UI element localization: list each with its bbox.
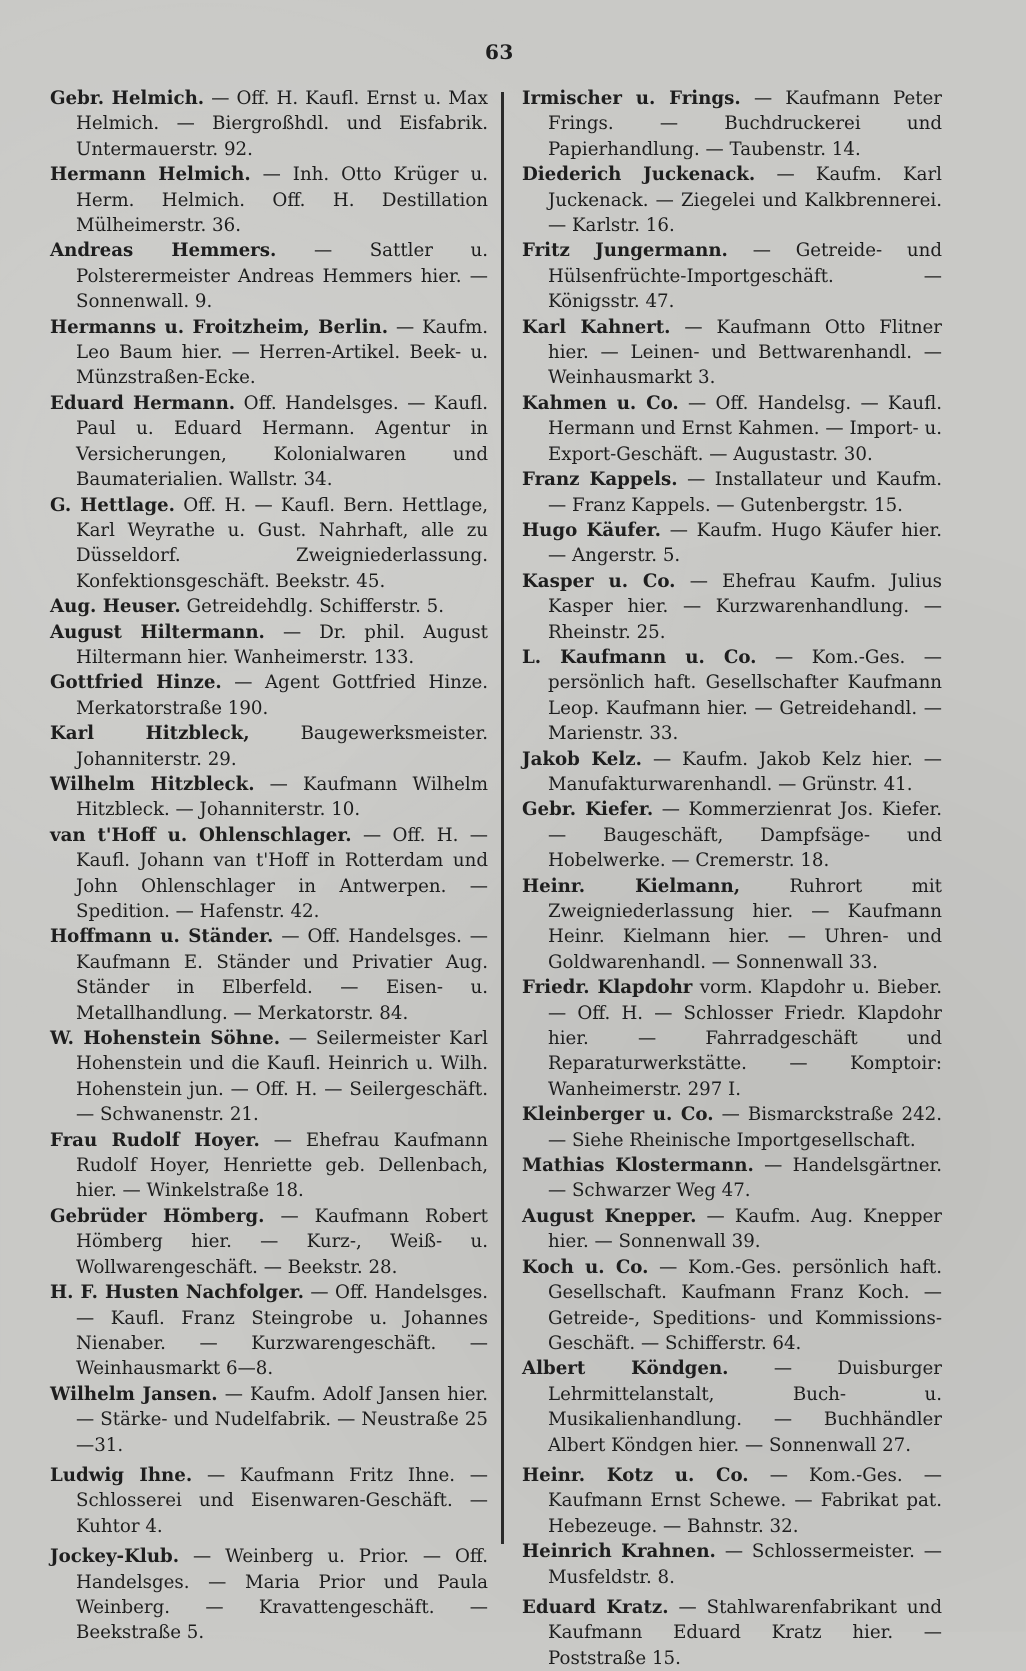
- entry-name: Heinrich Krahnen.: [522, 1541, 716, 1563]
- entry-name: G. Hettlage.: [50, 494, 175, 516]
- directory-entry: [50, 162, 488, 238]
- entry-text: — Kaufm. Adolf Jansen hier. — Stärke- und Nudelfabrik. — Neustraße 25—31.: [76, 1383, 489, 1456]
- directory-entry: [50, 924, 488, 1026]
- entry-name: Gottfried Hinze.: [50, 672, 222, 694]
- entry-name: Eduard Kratz.: [522, 1596, 669, 1618]
- entry-text: — Weinberg u. Prior. — Off. Handelsges. — Maria Prior und Paula Weinberg. — Kravattengeschäft. — Beekstraße 5.: [76, 1546, 488, 1644]
- entry-text: — Off. Handelsg. — Kaufl. Hermann und Ernst Kahmen. — Import- u. Export-Geschäft. — Augustastr. 30.: [548, 392, 942, 465]
- entry-name: Hermann Helmich.: [50, 164, 251, 186]
- directory-entry: [522, 1463, 942, 1539]
- entry-text: — Installateur und Kaufm. — Franz Kappels. — Gutenbergstr. 15.: [548, 469, 942, 516]
- entry-text: — Sattler u. Polsterermeister Andreas Hemmers hier. — Sonnenwall. 9.: [76, 240, 488, 313]
- entry-name: Wilhelm Jansen.: [50, 1383, 218, 1405]
- directory-entry: [522, 747, 942, 798]
- entry-text: — Kaufmann Otto Flitner hier. — Leinen- und Bettwarenhandl. — Weinhausmarkt 3.: [548, 316, 942, 389]
- entry-text: — Off. Handelsges. — Kaufl. Franz Steingrobe u. Johannes Nienaber. — Kurzwarengeschäft. — Weinhausmarkt 6—8.: [76, 1282, 488, 1380]
- entry-name: Gebr. Kiefer.: [522, 799, 654, 821]
- entry-name: Jockey-Klub.: [50, 1546, 180, 1568]
- entry-text: — Kaufmann Robert Hömberg hier. — Kurz-, Weiß- u. Wollwarengeschäft. — Beekstr. 28.: [76, 1205, 488, 1278]
- entry-name: August Knepper.: [522, 1205, 697, 1227]
- entry-text: — Dr. phil. August Hiltermann hier. Wanheimerstr. 133.: [76, 621, 488, 668]
- entry-name: Andreas Hemmers.: [50, 240, 277, 262]
- directory-entry: [522, 162, 942, 238]
- directory-entry: [50, 1026, 488, 1128]
- right-column: [522, 86, 942, 1671]
- entry-name: Aug. Heuser.: [50, 596, 181, 618]
- directory-entry: [522, 975, 942, 1102]
- directory-entry: [522, 797, 942, 873]
- entry-text: — Handelsgärtner. — Schwarzer Weg 47.: [548, 1155, 942, 1202]
- directory-entry: [522, 467, 942, 518]
- directory-entry: [522, 238, 942, 314]
- directory-entry: [50, 1463, 488, 1539]
- directory-entry: [50, 238, 488, 314]
- directory-entry: [50, 1128, 488, 1204]
- entry-text: — Kom.-Ges. persönlich haft. Gesellschaft. Kaufmann Franz Koch. — Getreide-, Speditions- und Kommissions-Geschäft. — Schifferstr. 64.: [548, 1256, 942, 1354]
- entry-name: Gebrüder Hömberg.: [50, 1205, 265, 1227]
- page-number: 63: [485, 40, 514, 64]
- entry-name: Karl Hitzbleck,: [50, 723, 250, 745]
- directory-entry: [522, 1539, 942, 1590]
- entry-name: Albert Köndgen.: [522, 1358, 729, 1380]
- directory-entry: [522, 315, 942, 391]
- entry-name: Friedr. Klapdohr: [522, 977, 693, 999]
- entry-text: — Ehefrau Kaufm. Julius Kasper hier. — Kurzwarenhandlung. — Rheinstr. 25.: [548, 570, 942, 643]
- entry-name: Hoffmann u. Ständer.: [50, 926, 274, 948]
- directory-entry: [522, 1595, 942, 1671]
- directory-entry: [50, 493, 488, 595]
- directory-entry: [522, 518, 942, 569]
- entry-text: — Kom.-Ges. — Kaufmann Ernst Schewe. — Fabrikat pat. Hebezeuge. — Bahnstr. 32.: [548, 1464, 942, 1537]
- entry-text: — Off. Handelsges. — Kaufmann E. Ständer und Privatier Aug. Ständer in Elberfeld. — Eisen- u. Metallhandlung. — Merkatorstr. 84.: [76, 926, 488, 1024]
- entry-name: L. Kaufmann u. Co.: [522, 646, 757, 668]
- directory-entry: [50, 620, 488, 671]
- directory-entry: [522, 874, 942, 976]
- entry-name: Hermanns u. Froitzheim, Berlin.: [50, 316, 389, 338]
- entry-name: Hugo Käufer.: [522, 519, 661, 541]
- entry-name: Ludwig Ihne.: [50, 1464, 193, 1486]
- entry-name: Franz Kappels.: [522, 469, 678, 491]
- entry-name: Eduard Hermann.: [50, 392, 236, 414]
- directory-entry: [522, 86, 942, 162]
- directory-entry: [50, 1544, 488, 1646]
- directory-entry: [50, 1382, 488, 1458]
- entry-text: Ruhrort mit Zweigniederlassung hier. — Kaufmann Heinr. Kielmann hier. — Uhren- und Goldwarenhandl. — Sonnenwall 33.: [548, 875, 942, 973]
- entry-name: Wilhelm Hitzbleck.: [50, 773, 255, 795]
- entry-text: — Stahlwarenfabrikant und Kaufmann Eduard Kratz hier. — Poststraße 15.: [548, 1596, 942, 1669]
- entry-name: Mathias Klostermann.: [522, 1155, 754, 1177]
- column-divider: [501, 92, 504, 1544]
- entry-text: — Kaufm. Hugo Käufer hier. — Angerstr. 5.: [548, 519, 942, 567]
- directory-entry: [50, 670, 488, 721]
- entry-name: Gebr. Helmich.: [50, 88, 205, 109]
- entry-text: — Getreide- und Hülsenfrüchte-Importgeschäft. — Königsstr. 47.: [548, 240, 943, 313]
- directory-entry: [50, 391, 488, 493]
- entry-text: — Off. H. — Kaufl. Johann van t'Hoff in Rotterdam und John Ohlenschlager in Antwerpen. — Spedition. — Hafenstr. 42.: [76, 824, 488, 922]
- entry-text: — Kaufm. Jakob Kelz hier. — Manufakturwarenhandl. — Grünstr. 41.: [548, 748, 942, 795]
- directory-entry: [522, 391, 942, 467]
- entry-name: Irmischer u. Frings.: [522, 88, 741, 109]
- directory-entry: [522, 569, 942, 645]
- directory-entry: [50, 1280, 488, 1382]
- entry-text: — Kaufmann Fritz Ihne. — Schlosserei und Eisenwaren-Geschäft. — Kuhtor 4.: [76, 1464, 488, 1537]
- entry-text: — Off. H. Kaufl. Ernst u. Max Helmich. — Biergroßhdl. und Eisfabrik. Untermauerstr. 92.: [76, 88, 489, 160]
- entry-text: Baugewerksmeister. Johanniterstr. 29.: [76, 723, 488, 770]
- entry-text: — Agent Gottfried Hinze. Merkatorstraße 190.: [76, 672, 488, 719]
- entry-text: — Kom.-Ges. — persönlich haft. Gesellschafter Kaufmann Leop. Kaufmann hier. — Getreidehandl. — Marienstr. 33.: [548, 646, 942, 745]
- directory-entry: [50, 823, 488, 925]
- entry-name: Jakob Kelz.: [522, 748, 642, 770]
- entry-name: Karl Kahnert.: [522, 316, 671, 338]
- entry-name: H. F. Husten Nachfolger.: [50, 1282, 304, 1304]
- directory-entry: [50, 772, 488, 823]
- entry-name: Fritz Jungermann.: [522, 240, 728, 262]
- directory-entry: [522, 645, 942, 747]
- entry-text: — Seilermeister Karl Hohenstein und die Kaufl. Heinrich u. Wilh. Hohenstein jun. — Off. H. — Seilergeschäft. — Schwanenstr. 21.: [76, 1028, 488, 1126]
- directory-entry: [50, 594, 488, 619]
- entry-name: van t'Hoff u. Ohlenschlager.: [50, 824, 352, 846]
- entry-text: Off. Handelsges. — Kaufl. Paul u. Eduard Hermann. Agentur in Versicherungen, Kolonialwaren und Baumaterialien. Wallstr. 34.: [76, 392, 488, 491]
- entry-name: Diederich Juckenack.: [522, 164, 756, 186]
- entry-name: August Hiltermann.: [50, 621, 265, 643]
- directory-entry: [50, 86, 488, 162]
- entry-text: — Bismarckstraße 242. — Siehe Rheinische Importgesellschaft.: [548, 1104, 942, 1151]
- entry-text: — Kaufm. Aug. Knepper hier. — Sonnenwall 39.: [548, 1205, 942, 1253]
- entry-name: Heinr. Kotz u. Co.: [522, 1464, 749, 1486]
- directory-entry: [522, 1102, 942, 1153]
- entry-name: Kahmen u. Co.: [522, 392, 679, 414]
- entry-text: — Kaufmann Wilhelm Hitzbleck. — Johanniterstr. 10.: [76, 773, 488, 821]
- entry-text: — Inh. Otto Krüger u. Herm. Helmich. Off. H. Destillation Mülheimerstr. 36.: [76, 164, 488, 237]
- directory-entry: [50, 1204, 488, 1280]
- entry-text: — Kommerzienrat Jos. Kiefer. — Baugeschäft, Dampfsäge- und Hobelwerke. — Cremerstr. 18.: [548, 799, 942, 872]
- entry-name: W. Hohenstein Söhne.: [50, 1028, 281, 1050]
- directory-entry: [522, 1153, 942, 1204]
- entry-text: — Duisburger Lehrmittelanstalt, Buch- u. Musikalienhandlung. — Buchhändler Albert Köndgen hier. — Sonnenwall 27.: [548, 1358, 942, 1456]
- directory-entry: [522, 1255, 942, 1357]
- entry-text: — Kaufm. Karl Juckenack. — Ziegelei und Kalkbrennerei. — Karlstr. 16.: [548, 164, 942, 237]
- entry-text: — Ehefrau Kaufmann Rudolf Hoyer, Henriette geb. Dellenbach, hier. — Winkelstraße 18.: [76, 1129, 488, 1202]
- directory-entry: [522, 1356, 942, 1458]
- entry-name: Kasper u. Co.: [522, 570, 676, 592]
- entry-name: Heinr. Kielmann,: [522, 875, 741, 897]
- entry-text: — Kaufmann Peter Frings. — Buchdruckerei und Papierhandlung. — Taubenstr. 14.: [548, 88, 943, 160]
- entry-text: — Schlossermeister. — Musfeldstr. 8.: [548, 1541, 942, 1588]
- entry-text: — Kaufm. Leo Baum hier. — Herren-Artikel. Beek- u. Münzstraßen-Ecke.: [76, 316, 488, 389]
- directory-entry: [50, 315, 488, 391]
- entry-text: vorm. Klapdohr u. Bieber. — Off. H. — Schlosser Friedr. Klapdohr hier. — Fahrradgeschäft und Reparaturwerkstätte. — Komptoir: Wanheimerstr. 297 I.: [548, 977, 942, 1100]
- directory-entry: [522, 1204, 942, 1255]
- entry-text: Getreidehdlg. Schifferstr. 5.: [186, 596, 445, 618]
- entry-name: Koch u. Co.: [522, 1256, 649, 1278]
- entry-name: Frau Rudolf Hoyer.: [50, 1129, 260, 1151]
- directory-entry: [50, 721, 488, 772]
- entry-name: Kleinberger u. Co.: [522, 1104, 714, 1126]
- left-column: [50, 86, 488, 1646]
- entry-text: Off. H. — Kaufl. Bern. Hettlage, Karl Weyrathe u. Gust. Nahrhaft, alle zu Düsseldorf. Zweigniederlassung. Konfektionsgeschäft. Beekstr. 45.: [76, 494, 488, 592]
